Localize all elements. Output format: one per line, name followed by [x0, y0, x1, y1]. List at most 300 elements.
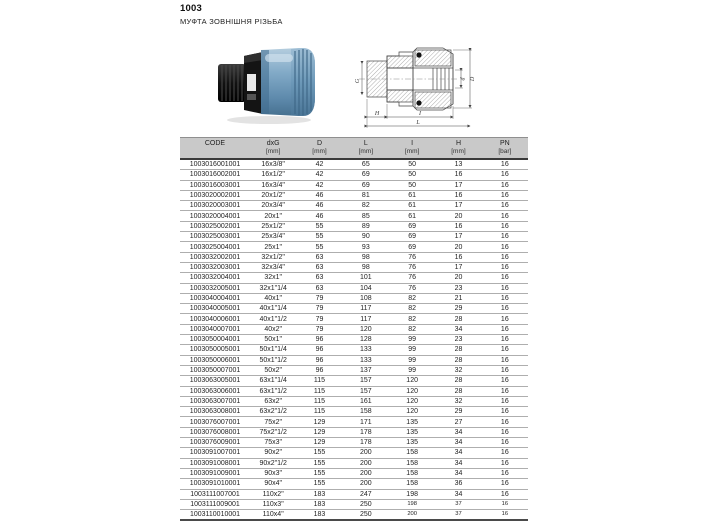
cell-value: 110x4" — [250, 510, 296, 521]
cell-value: 128 — [343, 335, 389, 345]
cell-code: 1003040006001 — [180, 314, 250, 324]
cell-code: 1003025002001 — [180, 221, 250, 231]
dim-label-G: G — [355, 78, 361, 84]
cell-value: 247 — [343, 489, 389, 499]
cell-value: 55 — [296, 242, 342, 252]
cell-value: 46 — [296, 190, 342, 200]
cell-value: 61 — [389, 211, 435, 221]
cell-value: 99 — [389, 335, 435, 345]
tech-diagram — [355, 29, 483, 133]
table-row — [180, 448, 528, 458]
cell-value: 40x1"1/2 — [250, 314, 296, 324]
cell-code: 1003032002001 — [180, 252, 250, 262]
cell-value: 16 — [482, 211, 528, 221]
cell-value: 16 — [482, 201, 528, 211]
cell-value: 17 — [435, 232, 481, 242]
table-row — [180, 407, 528, 417]
cell-value: 158 — [389, 468, 435, 478]
cell-value: 129 — [296, 438, 342, 448]
cell-value: 16 — [482, 335, 528, 345]
cell-value: 69 — [389, 221, 435, 231]
cell-value: 115 — [296, 386, 342, 396]
cell-value: 16 — [482, 293, 528, 303]
cell-code: 1003050007001 — [180, 365, 250, 375]
cell-value: 158 — [343, 407, 389, 417]
cell-value: 20 — [435, 273, 481, 283]
cell-code: 1003111009001 — [180, 499, 250, 509]
cell-value: 16 — [482, 283, 528, 293]
table-row — [180, 376, 528, 386]
cell-code: 1003040007001 — [180, 324, 250, 334]
spec-table-body — [180, 159, 528, 520]
cell-value: 99 — [389, 345, 435, 355]
cell-code: 1003076009001 — [180, 438, 250, 448]
cell-code: 1003025003001 — [180, 232, 250, 242]
column-header-h: H [mm] — [435, 138, 481, 160]
product-code: 1003 — [180, 3, 202, 14]
cell-value: 16 — [435, 170, 481, 180]
cell-value: 16 — [482, 180, 528, 190]
cell-value: 20x3/4" — [250, 201, 296, 211]
cell-code: 1003032005001 — [180, 283, 250, 293]
cell-value: 198 — [389, 489, 435, 499]
cell-value: 23 — [435, 335, 481, 345]
cell-value: 21 — [435, 293, 481, 303]
cell-value: 50 — [389, 180, 435, 190]
cell-value: 16 — [482, 242, 528, 252]
cell-code: 1003032004001 — [180, 273, 250, 283]
cell-value: 28 — [435, 345, 481, 355]
cell-code: 1003063005001 — [180, 376, 250, 386]
cell-value: 16 — [482, 170, 528, 180]
cell-value: 133 — [343, 345, 389, 355]
cell-code: 1003020002001 — [180, 190, 250, 200]
cell-value: 28 — [435, 314, 481, 324]
table-row — [180, 438, 528, 448]
cell-value: 135 — [389, 427, 435, 437]
table-row — [180, 314, 528, 324]
cell-value: 16 — [482, 510, 528, 521]
cell-value: 85 — [343, 211, 389, 221]
cell-value: 40x1" — [250, 293, 296, 303]
cell-value: 16 — [482, 489, 528, 499]
cell-value: 76 — [389, 262, 435, 272]
table-row — [180, 252, 528, 262]
cell-value: 16 — [482, 355, 528, 365]
cell-value: 46 — [296, 211, 342, 221]
cell-value: 50x1"1/4 — [250, 345, 296, 355]
cell-value: 32x3/4" — [250, 262, 296, 272]
table-row — [180, 427, 528, 437]
cell-value: 98 — [343, 262, 389, 272]
cell-value: 27 — [435, 417, 481, 427]
table-row — [180, 510, 528, 521]
cell-code: 1003016002001 — [180, 170, 250, 180]
cell-code: 1003063007001 — [180, 396, 250, 406]
spec-table-header-row — [180, 138, 528, 160]
cell-value: 200 — [343, 448, 389, 458]
cell-value: 200 — [343, 479, 389, 489]
cell-value: 17 — [435, 201, 481, 211]
cell-value: 16 — [482, 479, 528, 489]
cell-code: 1003025004001 — [180, 242, 250, 252]
cell-value: 69 — [343, 170, 389, 180]
table-row — [180, 170, 528, 180]
cell-value: 16 — [482, 386, 528, 396]
cell-value: 155 — [296, 458, 342, 468]
cell-code: 1003091008001 — [180, 458, 250, 468]
cell-value: 96 — [296, 335, 342, 345]
dim-label-D: D — [470, 76, 476, 82]
cell-value: 108 — [343, 293, 389, 303]
cell-value: 28 — [435, 386, 481, 396]
cell-value: 32x1" — [250, 273, 296, 283]
cell-code: 1003110010001 — [180, 510, 250, 521]
cell-value: 17 — [435, 180, 481, 190]
table-row — [180, 211, 528, 221]
cell-value: 129 — [296, 417, 342, 427]
cell-value: 50 — [389, 159, 435, 170]
cell-value: 99 — [389, 355, 435, 365]
cell-value: 40x2" — [250, 324, 296, 334]
cell-value: 63 — [296, 262, 342, 272]
cell-value: 79 — [296, 324, 342, 334]
table-row — [180, 201, 528, 211]
cell-value: 157 — [343, 376, 389, 386]
cell-value: 32 — [435, 396, 481, 406]
column-header-code: CODE — [180, 138, 250, 160]
cell-value: 16 — [435, 190, 481, 200]
cell-code: 1003063008001 — [180, 407, 250, 417]
table-row — [180, 190, 528, 200]
cell-value: 50x1"1/2 — [250, 355, 296, 365]
cell-value: 63 — [296, 283, 342, 293]
cell-value: 63x2" — [250, 396, 296, 406]
column-header-l: L [mm] — [343, 138, 389, 160]
cell-value: 76 — [389, 252, 435, 262]
cell-value: 16 — [482, 458, 528, 468]
cell-value: 28 — [435, 355, 481, 365]
cell-value: 63x2"1/2 — [250, 407, 296, 417]
cell-value: 16 — [435, 252, 481, 262]
cell-value: 198 — [389, 499, 435, 509]
table-row — [180, 232, 528, 242]
cell-value: 16 — [482, 427, 528, 437]
cell-value: 61 — [389, 201, 435, 211]
cell-value: 46 — [296, 201, 342, 211]
cell-code: 1003063006001 — [180, 386, 250, 396]
cell-value: 17 — [435, 262, 481, 272]
cell-value: 20x1" — [250, 211, 296, 221]
cell-value: 75x2"1/2 — [250, 427, 296, 437]
cell-value: 120 — [389, 396, 435, 406]
cell-value: 20 — [435, 242, 481, 252]
cell-value: 89 — [343, 221, 389, 231]
cell-value: 36 — [435, 479, 481, 489]
cell-value: 98 — [343, 252, 389, 262]
table-row — [180, 304, 528, 314]
table-row — [180, 355, 528, 365]
product-photo — [203, 36, 331, 128]
cell-value: 82 — [389, 324, 435, 334]
cell-value: 34 — [435, 324, 481, 334]
table-row — [180, 499, 528, 509]
cell-value: 250 — [343, 499, 389, 509]
cell-value: 55 — [296, 232, 342, 242]
table-row — [180, 386, 528, 396]
cell-value: 34 — [435, 427, 481, 437]
cell-value: 200 — [389, 510, 435, 521]
cell-value: 82 — [343, 201, 389, 211]
cell-value: 129 — [296, 427, 342, 437]
cell-value: 16 — [482, 365, 528, 375]
cell-value: 16 — [482, 468, 528, 478]
cell-value: 16 — [482, 252, 528, 262]
spec-table — [180, 137, 528, 521]
cell-value: 16 — [482, 221, 528, 231]
cell-value: 158 — [389, 458, 435, 468]
cell-code: 1003076008001 — [180, 427, 250, 437]
cell-value: 93 — [343, 242, 389, 252]
cell-value: 20x1/2" — [250, 190, 296, 200]
cell-value: 90 — [343, 232, 389, 242]
cell-value: 16 — [482, 304, 528, 314]
cell-value: 110x2" — [250, 489, 296, 499]
cell-code: 1003040004001 — [180, 293, 250, 303]
cell-value: 16x3/8" — [250, 159, 296, 170]
cell-value: 200 — [343, 458, 389, 468]
cell-value: 61 — [389, 190, 435, 200]
table-row — [180, 417, 528, 427]
table-row — [180, 159, 528, 170]
table-row — [180, 458, 528, 468]
cell-value: 75x3" — [250, 438, 296, 448]
cell-value: 155 — [296, 479, 342, 489]
cell-value: 13 — [435, 159, 481, 170]
cell-value: 76 — [389, 283, 435, 293]
cell-value: 90x3" — [250, 468, 296, 478]
cell-value: 20 — [435, 211, 481, 221]
cell-value: 50 — [389, 170, 435, 180]
cell-value: 63x1"1/2 — [250, 386, 296, 396]
cell-value: 25x3/4" — [250, 232, 296, 242]
cell-value: 40x1"1/4 — [250, 304, 296, 314]
cell-value: 158 — [389, 448, 435, 458]
cell-value: 34 — [435, 458, 481, 468]
cell-value: 79 — [296, 304, 342, 314]
cell-value: 37 — [435, 499, 481, 509]
cell-value: 90x2"1/2 — [250, 458, 296, 468]
cell-value: 63 — [296, 252, 342, 262]
cell-value: 99 — [389, 365, 435, 375]
cell-code: 1003032003001 — [180, 262, 250, 272]
cell-value: 69 — [343, 180, 389, 190]
cell-code: 1003091007001 — [180, 448, 250, 458]
cell-value: 16 — [482, 159, 528, 170]
cell-value: 16 — [482, 417, 528, 427]
table-row — [180, 221, 528, 231]
table-row — [180, 479, 528, 489]
cell-value: 63 — [296, 273, 342, 283]
cell-value: 183 — [296, 499, 342, 509]
cell-value: 29 — [435, 304, 481, 314]
cell-value: 250 — [343, 510, 389, 521]
table-row — [180, 242, 528, 252]
cell-code: 1003016001001 — [180, 159, 250, 170]
cell-value: 29 — [435, 407, 481, 417]
cell-value: 82 — [389, 314, 435, 324]
page-title: МУФТА ЗОВНІШНЯ РІЗЬБА — [180, 17, 283, 26]
cell-value: 16 — [435, 221, 481, 231]
cell-value: 16 — [482, 262, 528, 272]
cell-value: 42 — [296, 170, 342, 180]
table-row — [180, 335, 528, 345]
cell-value: 16 — [482, 448, 528, 458]
cell-value: 16 — [482, 376, 528, 386]
cell-value: 82 — [389, 304, 435, 314]
dim-label-I: I — [419, 111, 421, 117]
cell-code: 1003020004001 — [180, 211, 250, 221]
cell-value: 183 — [296, 489, 342, 499]
cell-value: 96 — [296, 345, 342, 355]
cell-value: 120 — [389, 407, 435, 417]
cell-value: 42 — [296, 159, 342, 170]
dim-label-H: H — [374, 111, 380, 117]
cell-value: 16x1/2" — [250, 170, 296, 180]
cell-value: 34 — [435, 489, 481, 499]
coupling-photo-image — [203, 36, 331, 128]
cell-code: 1003091009001 — [180, 468, 250, 478]
cell-value: 155 — [296, 448, 342, 458]
cell-value: 117 — [343, 304, 389, 314]
cell-value: 90x4" — [250, 479, 296, 489]
column-header-d: D [mm] — [296, 138, 342, 160]
cell-value: 50x2" — [250, 365, 296, 375]
cell-value: 75x2" — [250, 417, 296, 427]
cell-value: 16 — [482, 345, 528, 355]
cell-value: 16 — [482, 396, 528, 406]
table-row — [180, 489, 528, 499]
column-header-pn: PN [bar] — [482, 138, 528, 160]
cell-value: 34 — [435, 448, 481, 458]
cell-value: 63x1"1/4 — [250, 376, 296, 386]
table-row — [180, 283, 528, 293]
cell-value: 161 — [343, 396, 389, 406]
cell-code: 1003076007001 — [180, 417, 250, 427]
cell-value: 25x1/2" — [250, 221, 296, 231]
cell-value: 50x1" — [250, 335, 296, 345]
cell-value: 81 — [343, 190, 389, 200]
cell-value: 183 — [296, 510, 342, 521]
cell-value: 37 — [435, 510, 481, 521]
cell-value: 133 — [343, 355, 389, 365]
cell-value: 16 — [482, 273, 528, 283]
table-row — [180, 273, 528, 283]
cell-value: 16 — [482, 499, 528, 509]
cell-value: 34 — [435, 468, 481, 478]
cell-value: 115 — [296, 407, 342, 417]
cell-code: 1003050006001 — [180, 355, 250, 365]
cell-value: 16x3/4" — [250, 180, 296, 190]
cell-code: 1003016003001 — [180, 180, 250, 190]
cell-value: 135 — [389, 438, 435, 448]
table-row — [180, 365, 528, 375]
table-row — [180, 345, 528, 355]
cell-value: 42 — [296, 180, 342, 190]
cell-value: 157 — [343, 386, 389, 396]
cell-value: 90x2" — [250, 448, 296, 458]
cell-value: 16 — [482, 190, 528, 200]
cell-value: 171 — [343, 417, 389, 427]
cell-code: 1003050005001 — [180, 345, 250, 355]
cell-value: 69 — [389, 232, 435, 242]
cell-value: 32x1"1/4 — [250, 283, 296, 293]
dim-label-L: L — [416, 120, 420, 126]
cell-value: 16 — [482, 314, 528, 324]
cell-value: 32x1/2" — [250, 252, 296, 262]
cell-value: 117 — [343, 314, 389, 324]
cell-code: 1003040005001 — [180, 304, 250, 314]
cell-value: 69 — [389, 242, 435, 252]
cell-value: 16 — [482, 324, 528, 334]
cell-value: 82 — [389, 293, 435, 303]
table-row — [180, 262, 528, 272]
cell-value: 155 — [296, 468, 342, 478]
cell-value: 104 — [343, 283, 389, 293]
cell-code: 1003091010001 — [180, 479, 250, 489]
cell-value: 120 — [389, 386, 435, 396]
dim-label-d: d — [460, 77, 467, 81]
cell-value: 28 — [435, 376, 481, 386]
cell-code: 1003111007001 — [180, 489, 250, 499]
cell-value: 25x1" — [250, 242, 296, 252]
cell-value: 115 — [296, 396, 342, 406]
cell-code: 1003020003001 — [180, 201, 250, 211]
cell-value: 55 — [296, 221, 342, 231]
cell-value: 96 — [296, 365, 342, 375]
cell-value: 76 — [389, 273, 435, 283]
cell-value: 135 — [389, 417, 435, 427]
cell-value: 96 — [296, 355, 342, 365]
cell-value: 200 — [343, 468, 389, 478]
column-header-i: I [mm] — [389, 138, 435, 160]
cell-value: 16 — [482, 232, 528, 242]
cell-value: 34 — [435, 438, 481, 448]
cell-value: 101 — [343, 273, 389, 283]
cell-value: 32 — [435, 365, 481, 375]
cell-value: 79 — [296, 293, 342, 303]
table-row — [180, 396, 528, 406]
table-row — [180, 293, 528, 303]
cell-value: 178 — [343, 438, 389, 448]
column-header-dxg: dxG [mm] — [250, 138, 296, 160]
cell-value: 178 — [343, 427, 389, 437]
cell-value: 137 — [343, 365, 389, 375]
cell-value: 79 — [296, 314, 342, 324]
cell-value: 23 — [435, 283, 481, 293]
coupling-section-drawing — [355, 29, 483, 133]
cell-value: 16 — [482, 407, 528, 417]
cell-value: 115 — [296, 376, 342, 386]
table-row — [180, 468, 528, 478]
table-row — [180, 180, 528, 190]
cell-value: 120 — [389, 376, 435, 386]
cell-value: 16 — [482, 438, 528, 448]
cell-value: 120 — [343, 324, 389, 334]
cell-value: 65 — [343, 159, 389, 170]
cell-value: 110x3" — [250, 499, 296, 509]
cell-code: 1003050004001 — [180, 335, 250, 345]
